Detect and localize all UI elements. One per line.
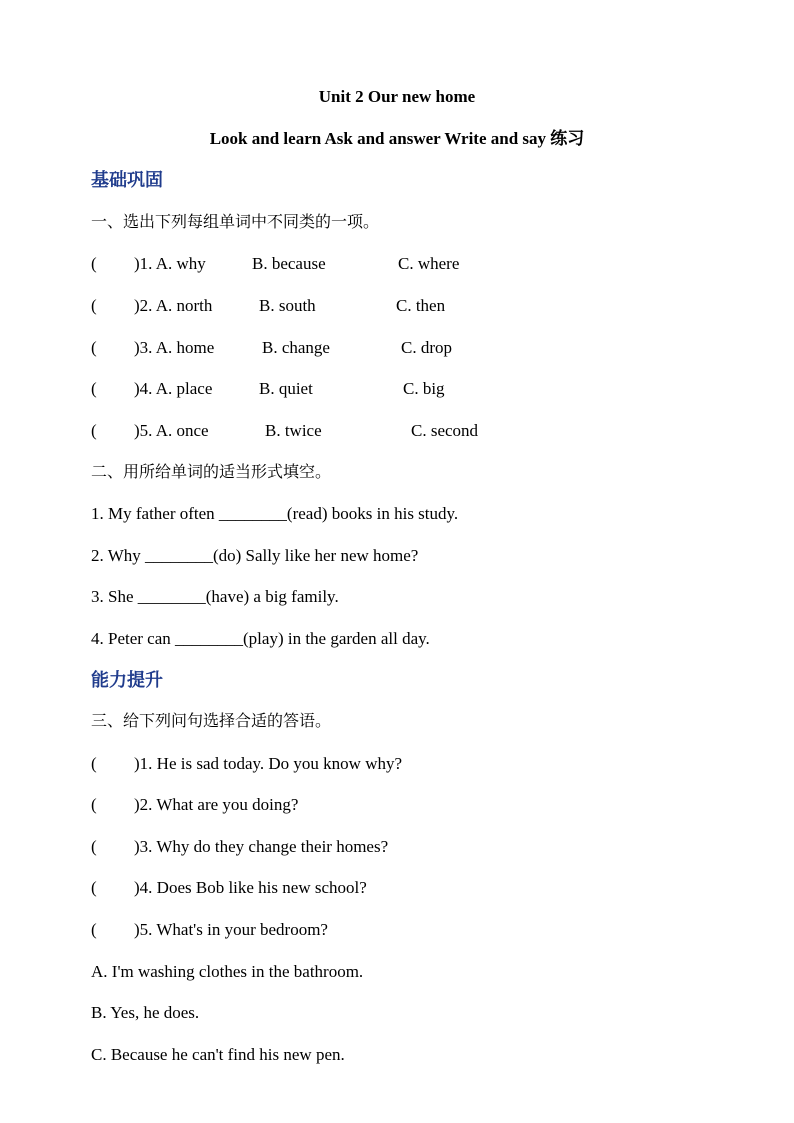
answer-blank[interactable]: ( xyxy=(91,379,97,398)
answer-option: A. I'm washing clothes in the bathroom. xyxy=(91,962,364,981)
answer-option: B. Yes, he does. xyxy=(91,1003,200,1022)
option-a: )5. A. once xyxy=(134,421,209,440)
option-b: B. south xyxy=(259,296,316,315)
question-text: )1. He is sad today. Do you know why? xyxy=(134,754,403,773)
question-text: )3. Why do they change their homes? xyxy=(134,837,389,856)
answer-blank[interactable]: ( xyxy=(91,254,97,273)
question-text: )5. What's in your bedroom? xyxy=(134,920,328,939)
answer-option: C. Because he can't find his new pen. xyxy=(91,1045,345,1064)
answer-blank[interactable]: ( xyxy=(91,338,97,357)
answer-blank[interactable]: ( xyxy=(91,296,97,315)
option-c: C. drop xyxy=(401,338,452,357)
answer-blank[interactable]: ( xyxy=(91,795,97,814)
answer-blank[interactable]: ( xyxy=(91,754,97,773)
option-b: B. twice xyxy=(265,421,322,440)
part1-instruction: 一、选出下列每组单词中不同类的一项。 xyxy=(91,212,380,231)
option-b: B. change xyxy=(262,338,330,357)
option-a: )3. A. home xyxy=(134,338,215,357)
page-title: Unit 2 Our new home xyxy=(318,87,476,106)
option-c: C. then xyxy=(396,296,446,315)
fill-blank-sentence: 3. She ________(have) a big family. xyxy=(91,587,339,606)
option-a: )4. A. place xyxy=(134,379,213,398)
question-text: )4. Does Bob like his new school? xyxy=(134,878,367,897)
fill-blank-sentence: 1. My father often ________(read) books in his study. xyxy=(91,504,459,523)
option-c: C. where xyxy=(398,254,460,273)
section-heading-advanced: 能力提升 xyxy=(91,670,163,690)
option-c: C. big xyxy=(403,379,445,398)
question-text: )2. What are you doing? xyxy=(134,795,299,814)
page-subtitle: Look and learn Ask and answer Write and say 练习 xyxy=(209,129,585,148)
answer-blank[interactable]: ( xyxy=(91,837,97,856)
answer-blank[interactable]: ( xyxy=(91,878,97,897)
fill-blank-sentence: 4. Peter can ________(play) in the garden all day. xyxy=(91,629,430,648)
part2-instruction: 二、用所给单词的适当形式填空。 xyxy=(91,462,332,481)
option-a: )2. A. north xyxy=(134,296,213,315)
fill-blank-sentence: 2. Why ________(do) Sally like her new home? xyxy=(91,546,419,565)
section-heading-basic: 基础巩固 xyxy=(91,170,163,190)
answer-blank[interactable]: ( xyxy=(91,421,97,440)
option-b: B. because xyxy=(252,254,326,273)
option-a: )1. A. why xyxy=(134,254,206,273)
option-c: C. second xyxy=(411,421,479,440)
option-b: B. quiet xyxy=(259,379,313,398)
answer-blank[interactable]: ( xyxy=(91,920,97,939)
part3-instruction: 三、给下列问句选择合适的答语。 xyxy=(91,711,332,730)
